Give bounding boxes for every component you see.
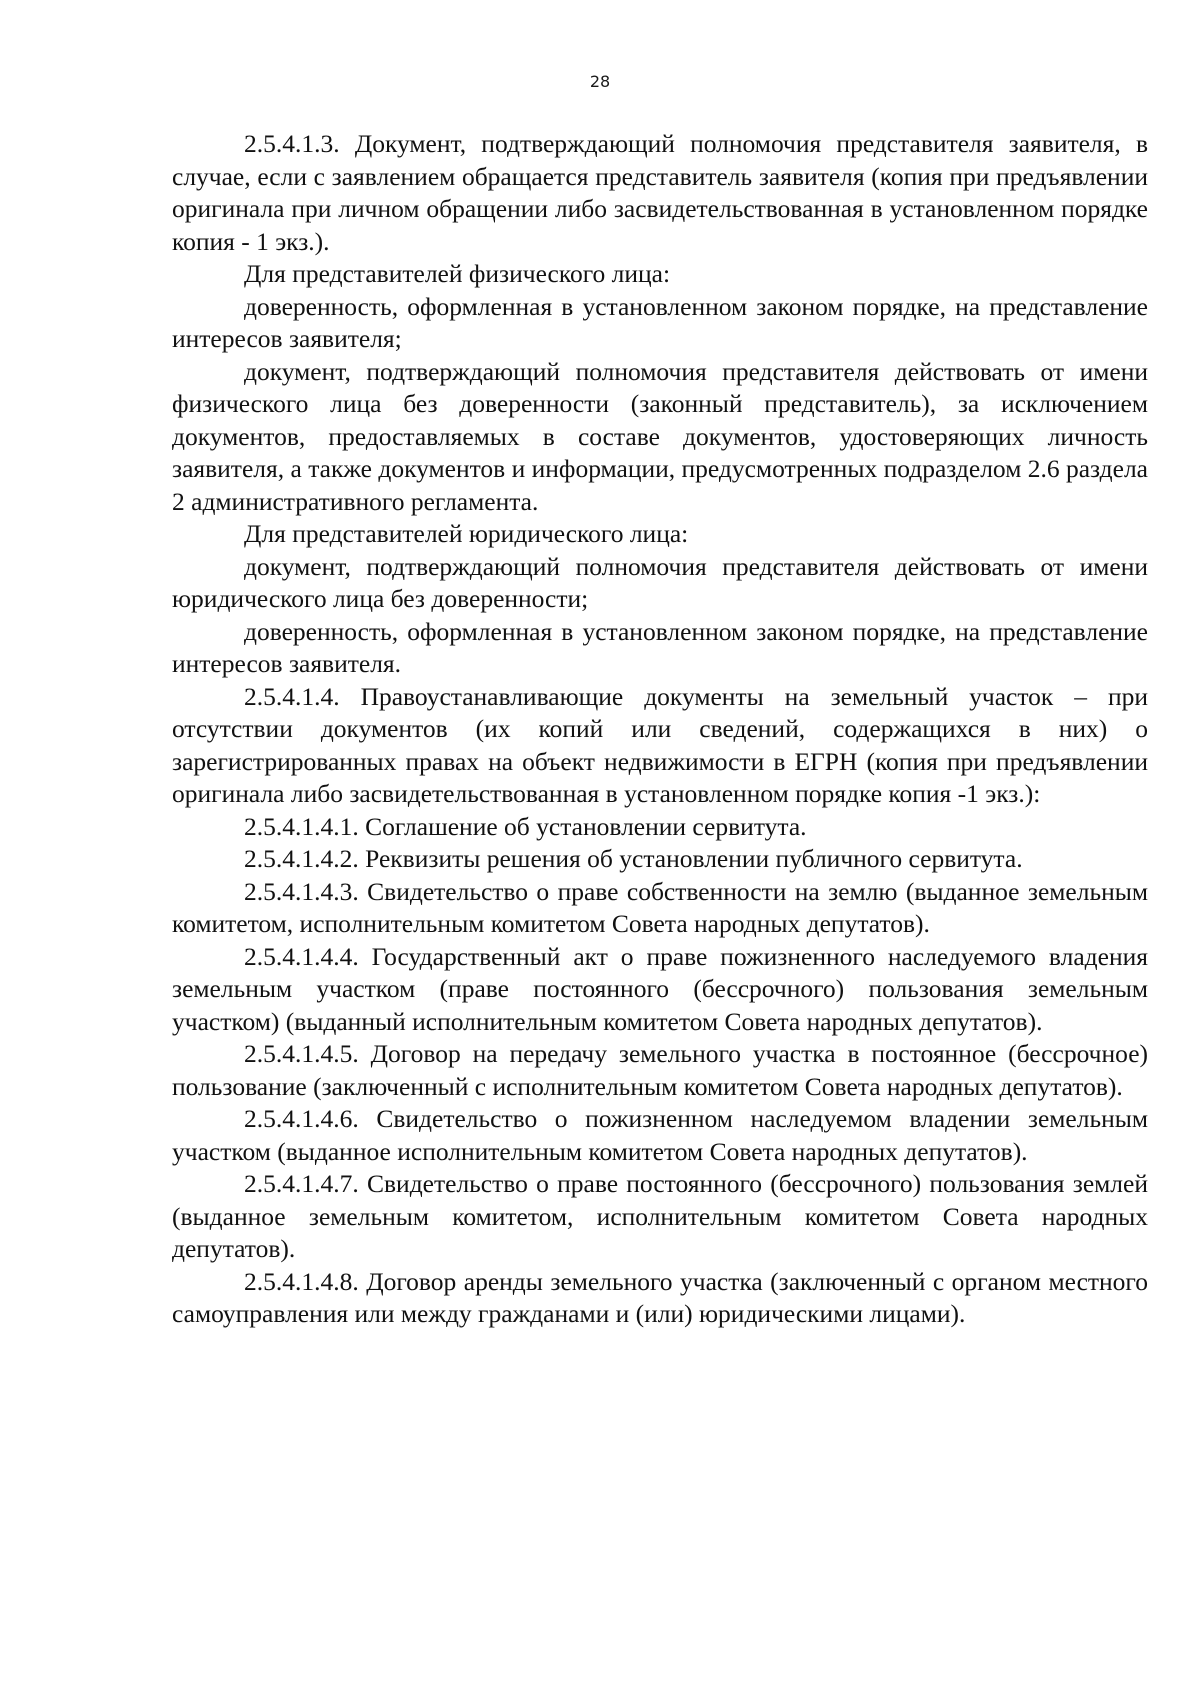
paragraph-2-5-4-1-4-8: 2.5.4.1.4.8. Договор аренды земельного участка (заключенный с органом местного самоуправления или между гражданами и (или) юридическими лицами). <box>172 1266 1148 1328</box>
paragraph-2-5-4-1-4-7: 2.5.4.1.4.7. Свидетельство о праве постоянного (бессрочного) пользования землей (выданное земельным комитетом, исполнительным комитетом Совета народных депутатов). <box>172 1169 1148 1263</box>
paragraph-power-of-attorney-individual: доверенность, оформленная в установленном законом порядке, на представление интересов заявителя; <box>172 291 1148 353</box>
paragraph-2-5-4-1-4-4: 2.5.4.1.4.4. Государственный акт о праве пожизненного наследуемого владения земельным участком (праве постоянного (бессрочного) пользования земельным участком) (выданный исполнительным комитетом Совета народных депутатов). <box>172 941 1148 1036</box>
paragraph-legal-entity-representatives-heading: Для представителей юридического лица: <box>244 519 689 548</box>
paragraph-2-5-4-1-4-5: 2.5.4.1.4.5. Договор на передачу земельного участка в постоянное (бессрочное) пользование (заключенный с исполнительным комитетом Совета народных депутатов). <box>172 1039 1148 1101</box>
paragraph-2-5-4-1-4-2: 2.5.4.1.4.2. Реквизиты решения об установлении публичного сервитута. <box>244 844 1023 873</box>
paragraph-legal-entity-authority-document: документ, подтверждающий полномочия представителя действовать от имени юридического лица без доверенности; <box>172 551 1148 613</box>
paragraph-2-5-4-1-4: 2.5.4.1.4. Правоустанавливающие документы на земельный участок – при отсутствии документов (их копий или сведений, содержащихся в них) о зарегистрированных правах на объект недвижимости в ЕГРН (копия при предъявлении оригинала либо засвидетельствованная в установленном порядке копия -1 экз.): <box>172 681 1148 808</box>
paragraph-2-5-4-1-4-3: 2.5.4.1.4.3. Свидетельство о праве собственности на землю (выданное земельным комитетом, исполнительным комитетом Совета народных депутатов). <box>172 876 1148 938</box>
paragraph-legal-representative-document: документ, подтверждающий полномочия представителя действовать от имени физического лица без доверенности (законный представитель), за исключением документов, предоставляемых в составе документов, удостоверяющих личность заявителя, а также документов и информации, предусмотренных подразделом 2.6 раздела 2 административного регламента. <box>172 356 1148 516</box>
page-number: 28 <box>589 72 611 91</box>
paragraph-individual-representatives-heading: Для представителей физического лица: <box>244 259 671 288</box>
paragraph-2-5-4-1-3: 2.5.4.1.3. Документ, подтверждающий полномочия представителя заявителя, в случае, если с заявлением обращается представитель заявителя (копия при предъявлении оригинала при личном обращении либо засвидетельствованная в установленном порядке копия - 1 экз.). <box>172 129 1148 256</box>
paragraph-2-5-4-1-4-6: 2.5.4.1.4.6. Свидетельство о пожизненном наследуемом владении земельным участком (выданное исполнительным комитетом Совета народных депутатов). <box>172 1104 1148 1166</box>
paragraph-power-of-attorney-legal-entity: доверенность, оформленная в установленном законом порядке, на представление интересов заявителя. <box>172 616 1148 678</box>
paragraph-2-5-4-1-4-1: 2.5.4.1.4.1. Соглашение об установлении сервитута. <box>244 811 807 841</box>
document-body <box>172 128 1148 1331</box>
